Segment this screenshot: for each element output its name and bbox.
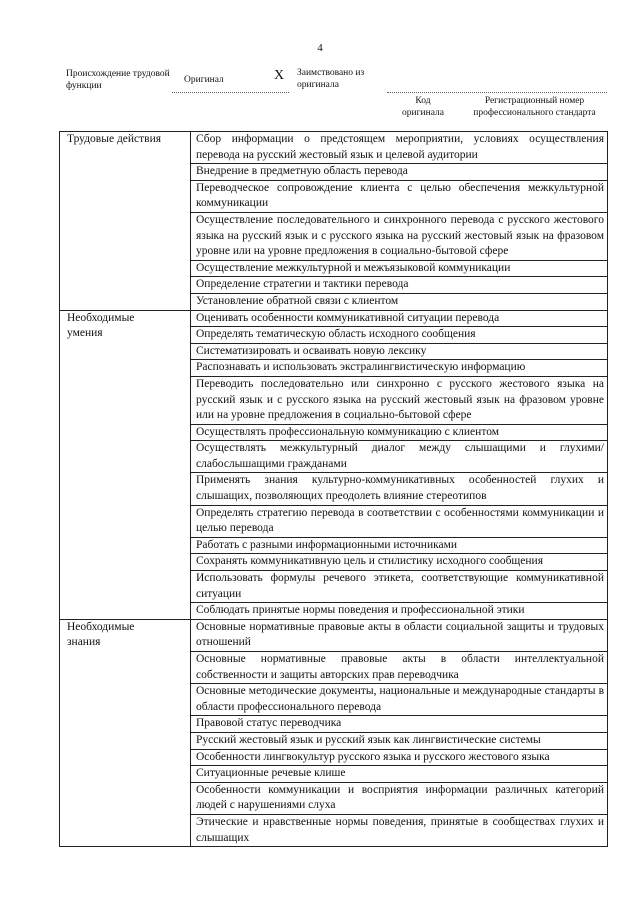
section-title: Необходимые умения [60,310,191,619]
section-item: Основные методические документы, национальные и международные стандарты в области профессионального перевода [191,684,608,716]
section-item: Систематизировать и осваивать новую лексику [191,343,608,360]
section-item: Этические и нравственные нормы поведения, принятые в сообществах глухих и слышащих [191,814,608,846]
section-item: Особенности лингвокультур русского языка и русского жестового языка [191,749,608,766]
section-item: Основные нормативные правовые акты в области интеллектуальной собственности и защиты авторских прав переводчика [191,652,608,684]
section-item: Распознавать и использовать экстралингвистическую информацию [191,360,608,377]
table-row [60,619,608,651]
section-item: Использовать формулы речевого этикета, соответствующие коммуникативной ситуации [191,571,608,603]
section-item: Русский жестовый язык и русский язык как лингвистические системы [191,732,608,749]
section-item: Основные нормативные правовые акты в области социальной защиты и трудовых отношений [191,619,608,651]
section-item: Осуществлять межкультурный диалог между слышащими и глухими/слабослышащими гражданами [191,441,608,473]
section-item: Особенности коммуникации и восприятия информации различных категорий людей с нарушениями слуха [191,782,608,814]
section-item: Переводческое сопровождение клиента с целью обеспечения межкультурной коммуникации [191,180,608,212]
section-title: Трудовые действия [60,132,191,311]
table-row [60,132,608,164]
section-item: Определять тематическую область исходного сообщения [191,327,608,344]
section-item: Переводить последовательно или синхронно с русского жестового языка на русский язык и с русского языка на русский жестовый язык на фразовом уровне или на уровне предложения в социально-бытовой сфере [191,376,608,424]
table-row [60,310,608,327]
section-item: Сохранять коммуникативную цель и стилистику исходного сообщения [191,554,608,571]
section-item: Осуществление последовательного и синхронного перевода с русского жестового языка на русский язык и с русского языка на русский жестовый язык на фразовом уровне или на уровне предложения в социально-бытовой сфере [191,212,608,260]
section-title: Необходимые знания [60,619,191,846]
section-item: Осуществление межкультурной и межъязыковой коммуникации [191,260,608,277]
labor-function-table [59,131,608,847]
section-item: Соблюдать принятые нормы поведения и профессиональной этики [191,603,608,620]
code-label: Код оригинала [402,96,444,118]
page-number: 4 [317,42,323,54]
header-underline [172,92,289,93]
section-item: Установление обратной связи с клиентом [191,293,608,310]
registration-number-label: Регистрационный номер профессионального стандарта [473,96,596,118]
origin-label: Происхождение трудовой функции [66,69,170,91]
section-item: Оценивать особенности коммуникативной ситуации перевода [191,310,608,327]
section-item: Определять стратегию перевода в соответствии с особенностями коммуникации и целью перевода [191,505,608,537]
header-underline [387,92,607,93]
section-item: Ситуационные речевые клише [191,766,608,783]
section-item: Сбор информации о предстоящем мероприятии, условиях осуществления перевода на русский жестовый язык и целевой аудитории [191,132,608,164]
borrowed-label: Заимствовано из оригинала [297,68,365,90]
section-item: Определение стратегии и тактики перевода [191,277,608,294]
section-item: Осуществлять профессиональную коммуникацию с клиентом [191,424,608,441]
section-item: Внедрение в предметную область перевода [191,164,608,181]
original-label: Оригинал [184,75,224,85]
original-check-mark: X [274,68,285,83]
section-item: Правовой статус переводчика [191,716,608,733]
section-item: Применять знания культурно-коммуникативных особенностей глухих и слышащих, позволяющих преодолеть влияние стереотипов [191,473,608,505]
section-item: Работать с разными информационными источниками [191,537,608,554]
